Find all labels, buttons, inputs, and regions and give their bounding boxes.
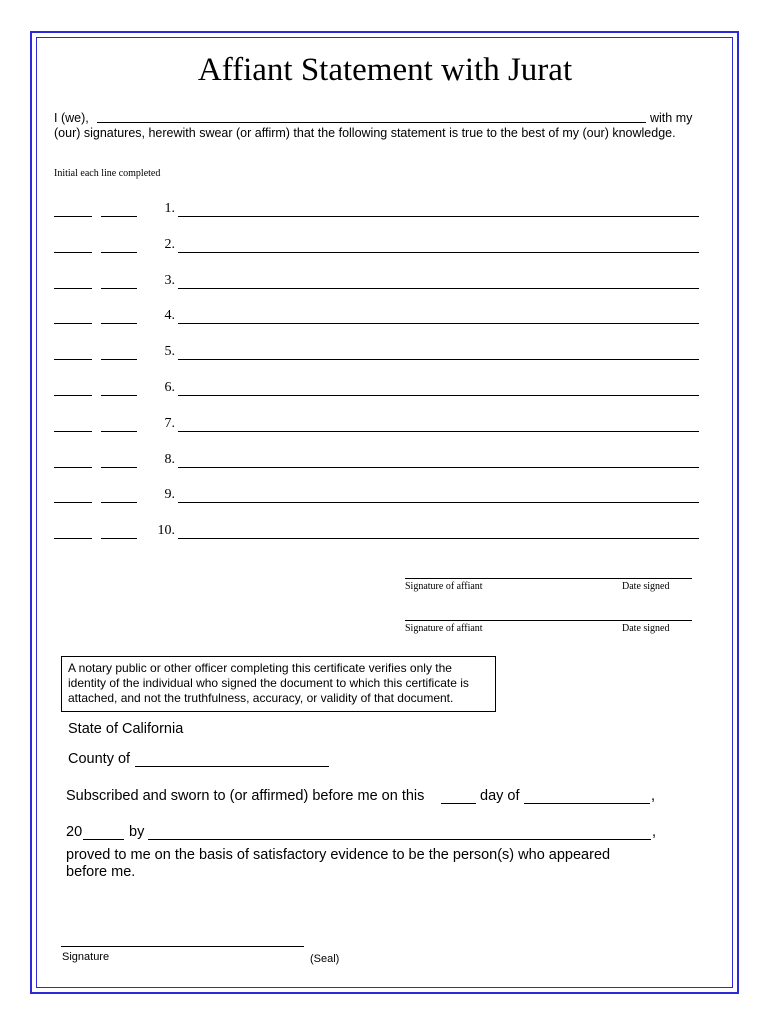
- notary-signature-line[interactable]: [61, 946, 304, 947]
- statement-number: 2.: [164, 236, 175, 252]
- date-label-1: Date signed: [622, 581, 670, 592]
- statement-number: 8.: [164, 451, 175, 467]
- by-label: by: [129, 824, 145, 840]
- statement-line-field[interactable]: [178, 252, 699, 253]
- signature-label-1: Signature of affiant: [405, 581, 483, 592]
- initial-field-b[interactable]: [101, 288, 137, 289]
- initial-field-a[interactable]: [54, 252, 92, 253]
- day-of-label: day of: [480, 788, 520, 804]
- initial-field-a[interactable]: [54, 395, 92, 396]
- initial-field-a[interactable]: [54, 323, 92, 324]
- initial-field-a[interactable]: [54, 538, 92, 539]
- initial-instruction: Initial each line completed: [54, 168, 161, 179]
- initial-field-b[interactable]: [101, 538, 137, 539]
- comma-1: ,: [651, 788, 656, 804]
- affiant-name-field[interactable]: [97, 122, 646, 123]
- county-label: County of: [68, 751, 131, 767]
- statement-number: 7.: [164, 415, 175, 431]
- statement-number: 6.: [164, 380, 175, 395]
- affiant-signature-line-1[interactable]: [405, 578, 692, 579]
- statement-number: 5.: [164, 344, 175, 360]
- statement-number: 10.: [157, 523, 175, 539]
- state-label: State of California: [68, 721, 184, 737]
- affiant-signature-line-2[interactable]: [405, 620, 692, 621]
- statement-line-field[interactable]: [178, 216, 699, 217]
- notary-notice-box: [61, 656, 496, 712]
- notary-signature-label: Signature: [62, 951, 110, 963]
- initial-field-b[interactable]: [101, 467, 137, 468]
- proved-text-line1: proved to me on the basis of satisfactory evidence to be the person(s) who appeared: [66, 847, 611, 863]
- day-field[interactable]: [441, 803, 476, 804]
- statement-line-field[interactable]: [178, 323, 699, 324]
- initial-field-b[interactable]: [101, 323, 137, 324]
- initial-field-b[interactable]: [101, 431, 137, 432]
- statement-number: 9.: [164, 487, 175, 503]
- initial-field-b[interactable]: [101, 216, 137, 217]
- statement-line-field[interactable]: [178, 502, 699, 503]
- initial-field-b[interactable]: [101, 395, 137, 396]
- intro-prefix: I (we),: [54, 111, 89, 125]
- statement-number: 3.: [164, 272, 175, 288]
- signature-label-2: Signature of affiant: [405, 623, 483, 634]
- statement-line-field[interactable]: [178, 288, 699, 289]
- intro-statement: (our) signatures, herewith swear (or affirm) that the following statement is true to the best of my (our) knowledge.: [54, 126, 676, 140]
- statement-number: 1.: [164, 201, 175, 216]
- year-prefix: 20: [66, 824, 83, 840]
- date-label-2: Date signed: [622, 623, 670, 634]
- seal-label: (Seal): [310, 953, 340, 965]
- statement-line-field[interactable]: [178, 395, 699, 396]
- inner-border: [36, 37, 733, 988]
- document-title: Affiant Statement with Jurat: [197, 52, 573, 88]
- notary-notice-text: A notary public or other officer completing this certificate verifies only the identity of the individual who signed the document to which this certificate is attached, and not the truthfulness, accuracy, or validity of that document.: [68, 661, 469, 705]
- month-field[interactable]: [524, 803, 650, 804]
- initial-field-a[interactable]: [54, 467, 92, 468]
- by-name-field[interactable]: [148, 839, 651, 840]
- initial-field-a[interactable]: [54, 431, 92, 432]
- initial-field-b[interactable]: [101, 359, 137, 360]
- comma-2: ,: [652, 824, 657, 840]
- county-field[interactable]: [135, 766, 329, 767]
- statement-number: 4.: [164, 308, 175, 324]
- initial-field-a[interactable]: [54, 288, 92, 289]
- statement-line-field[interactable]: [178, 359, 699, 360]
- initial-field-a[interactable]: [54, 502, 92, 503]
- year-field[interactable]: [83, 839, 124, 840]
- initial-field-b[interactable]: [101, 502, 137, 503]
- statement-line-field[interactable]: [178, 431, 699, 432]
- initial-field-a[interactable]: [54, 216, 92, 217]
- initial-field-a[interactable]: [54, 359, 92, 360]
- statement-line-field[interactable]: [178, 538, 699, 539]
- statement-line-field[interactable]: [178, 467, 699, 468]
- proved-text-line2: before me.: [66, 864, 136, 880]
- subscribed-text: Subscribed and sworn to (or affirmed) before me on this: [66, 788, 425, 804]
- initial-field-b[interactable]: [101, 252, 137, 253]
- intro-suffix: with my: [650, 111, 693, 125]
